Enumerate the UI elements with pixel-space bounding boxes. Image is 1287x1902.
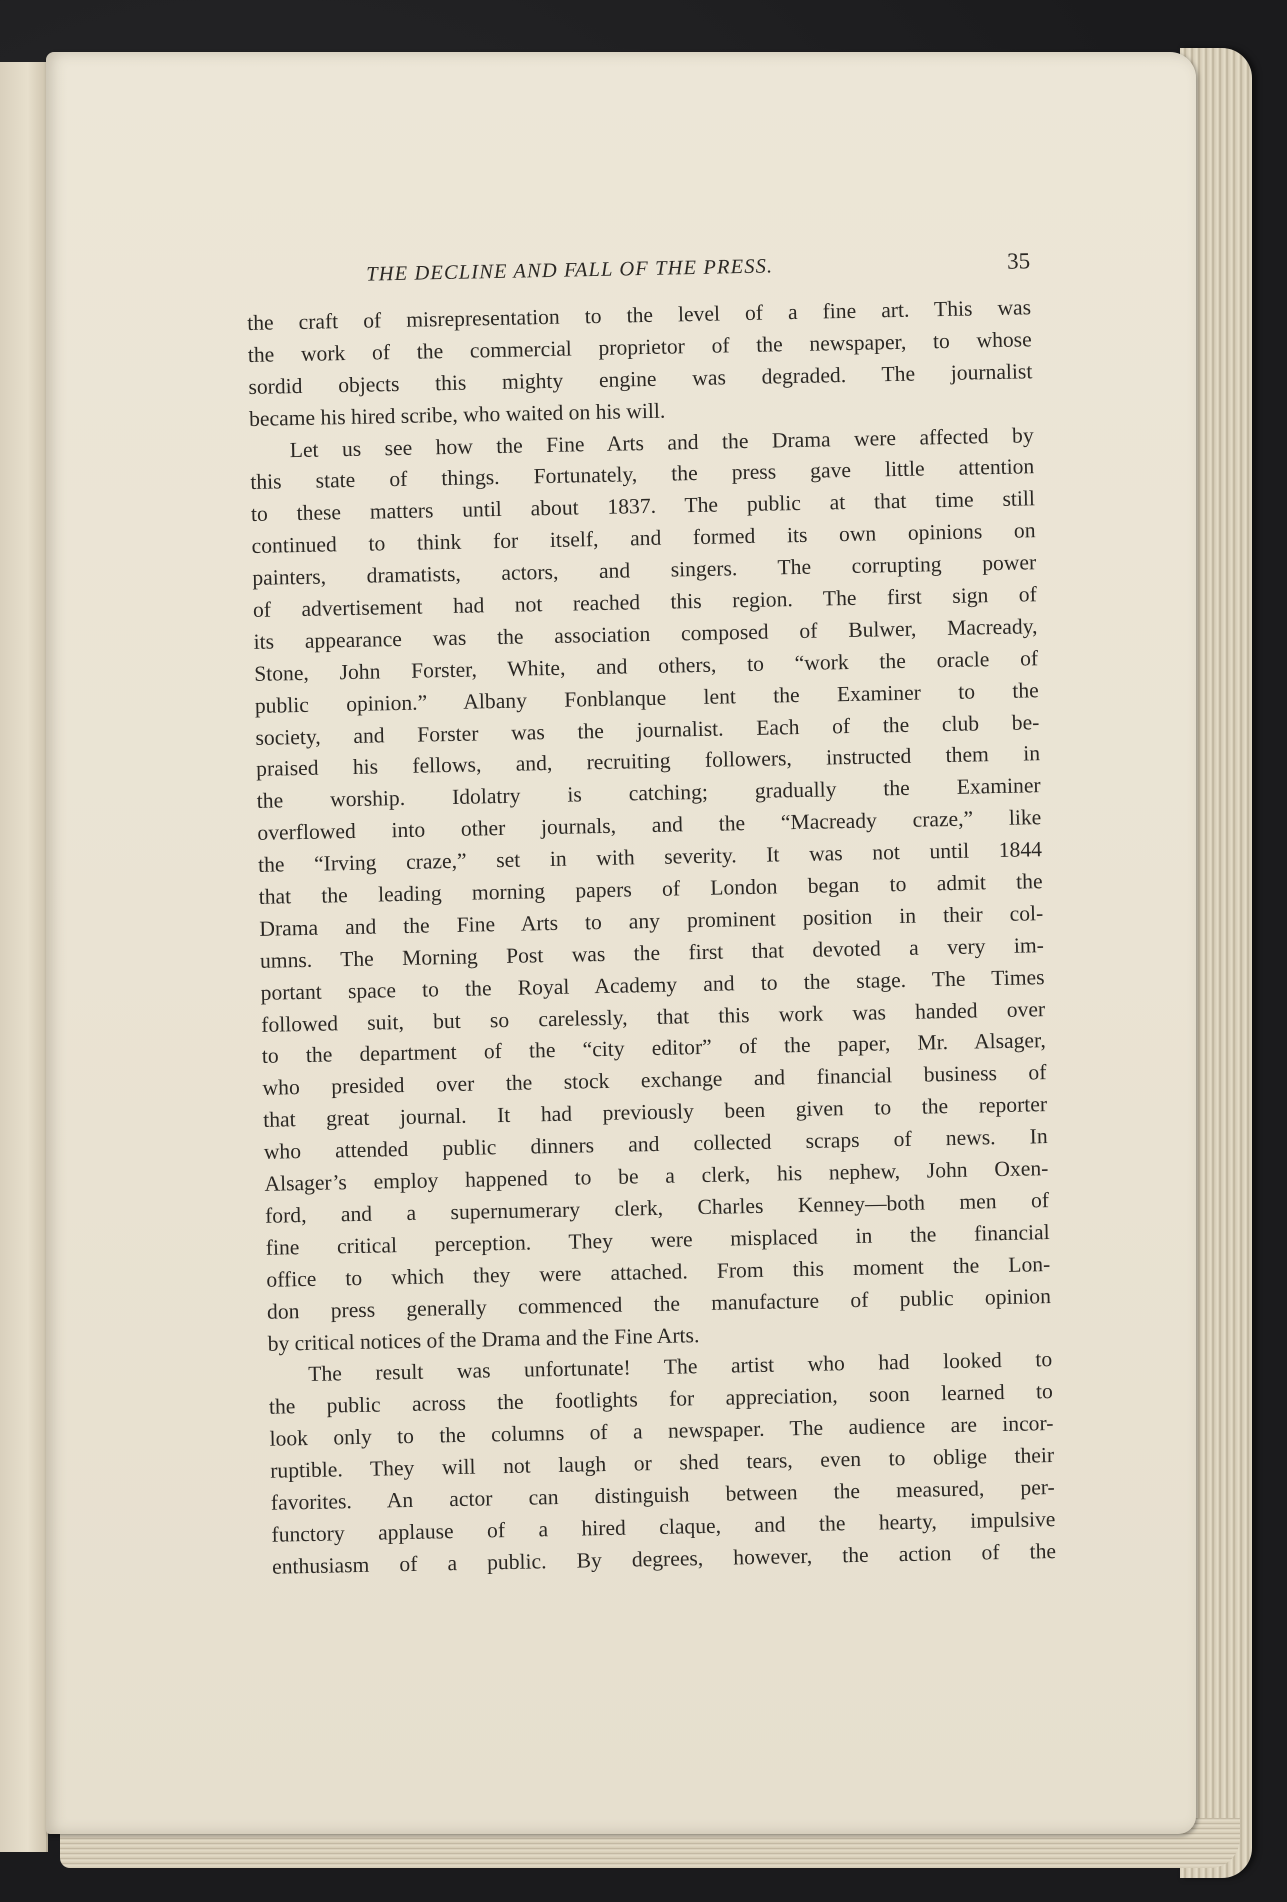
text-line: Drama and the Fine Arts to any prominent position in their col- <box>259 901 1044 941</box>
text-line: sordid objects this mighty engine was degraded. The journalist <box>248 359 1033 399</box>
text-line: favorites. An actor can distinguish between the measured, per- <box>270 1474 1055 1515</box>
text-line: continued to think for itself, and formed its own opinions on <box>251 518 1036 559</box>
text-line: overflowed into other journals, and the “Macready craze,” like <box>257 805 1042 846</box>
facing-page-edge <box>0 62 48 1852</box>
text-line: Let us see how the Fine Arts and the Drama were affected by <box>289 422 1034 462</box>
text-line: by critical notices of the Drama and the Fine Arts. <box>267 1322 700 1356</box>
text-line: portant space to the Royal Academy and to the stage. The Times <box>260 964 1045 1005</box>
text-line: of advertisement had not reached this region. The first sign of <box>252 582 1038 622</box>
text-line: followed suit, but so carelessly, that this work was handed over <box>261 996 1046 1037</box>
text-line: praised his fellows, and, recruiting followers, instructed them in <box>255 741 1041 782</box>
text-line: that the leading morning papers of London began to admit the <box>258 869 1043 909</box>
text-line: became his hired scribe, who waited on his will. <box>248 398 666 431</box>
text-line: who attended public dinners and collected scraps of news. In <box>263 1124 1048 1164</box>
text-line: to these matters until about 1837. The public at that time still <box>250 486 1036 527</box>
text-line: ruptible. They will not laugh or shed tears, even to oblige their <box>269 1443 1055 1483</box>
text-line: to the department of the “city editor” of the paper, Mr. Alsager, <box>261 1028 1046 1069</box>
running-title: THE DECLINE AND FALL OF THE PRESS. <box>366 255 774 286</box>
text-line: Alsager’s employ happened to be a clerk, his nephew, John Oxen- <box>264 1156 1049 1196</box>
text-line: functory applause of a hired claque, and the hearty, impulsive <box>271 1506 1056 1547</box>
text-line: this state of things. Fortunately, the press gave little attention <box>250 454 1035 495</box>
text-line: umns. The Morning Post was the first that devoted a very im- <box>259 932 1045 973</box>
text-line: fine critical perception. They were misplaced in the financial <box>265 1219 1050 1260</box>
text-line: enthusiasm of a public. By degrees, however, the action of the <box>271 1538 1057 1579</box>
text-line: who presided over the stock exchange and financial business of <box>262 1060 1047 1101</box>
page-number: 35 <box>1006 248 1031 274</box>
text-line: The result was unfortunate! The artist who had looked to <box>308 1347 1053 1387</box>
page-text-block <box>246 248 1056 1583</box>
text-line: Stone, John Forster, White, and others, to “work the oracle of <box>253 645 1039 686</box>
body-text <box>247 292 1056 1583</box>
text-line: don press generally commenced the manufacture of public opinion <box>266 1283 1052 1324</box>
text-line: ford, and a supernumerary clerk, Charles Kenney—both men of <box>264 1188 1050 1228</box>
text-line: its appearance was the association composed of Bulwer, Macready, <box>253 614 1038 654</box>
text-line: that great journal. It had previously been given to the reporter <box>262 1092 1048 1133</box>
text-line: the “Irving craze,” set in with severity. It was not until 1844 <box>257 837 1043 878</box>
text-line: the craft of misrepresentation to the level of a fine art. This was <box>246 295 1032 335</box>
text-line: society, and Forster was the journalist. Each of the club be- <box>255 709 1040 750</box>
book-page <box>46 52 1196 1834</box>
text-line: the public across the footlights for appreciation, soon learned to <box>268 1379 1054 1420</box>
text-line: painters, dramatists, actors, and singers. The corrupting power <box>252 550 1037 591</box>
text-line: the work of the commercial proprietor of the newspaper, to whose <box>247 327 1032 367</box>
text-line: public opinion.” Albany Fonblanque lent the Examiner to the <box>254 677 1039 718</box>
text-line: look only to the columns of a newspaper. The audience are incor- <box>269 1411 1054 1451</box>
text-line: office to which they were attached. From this moment the Lon- <box>266 1251 1051 1292</box>
text-line: the worship. Idolatry is catching; gradually the Examiner <box>256 773 1041 814</box>
